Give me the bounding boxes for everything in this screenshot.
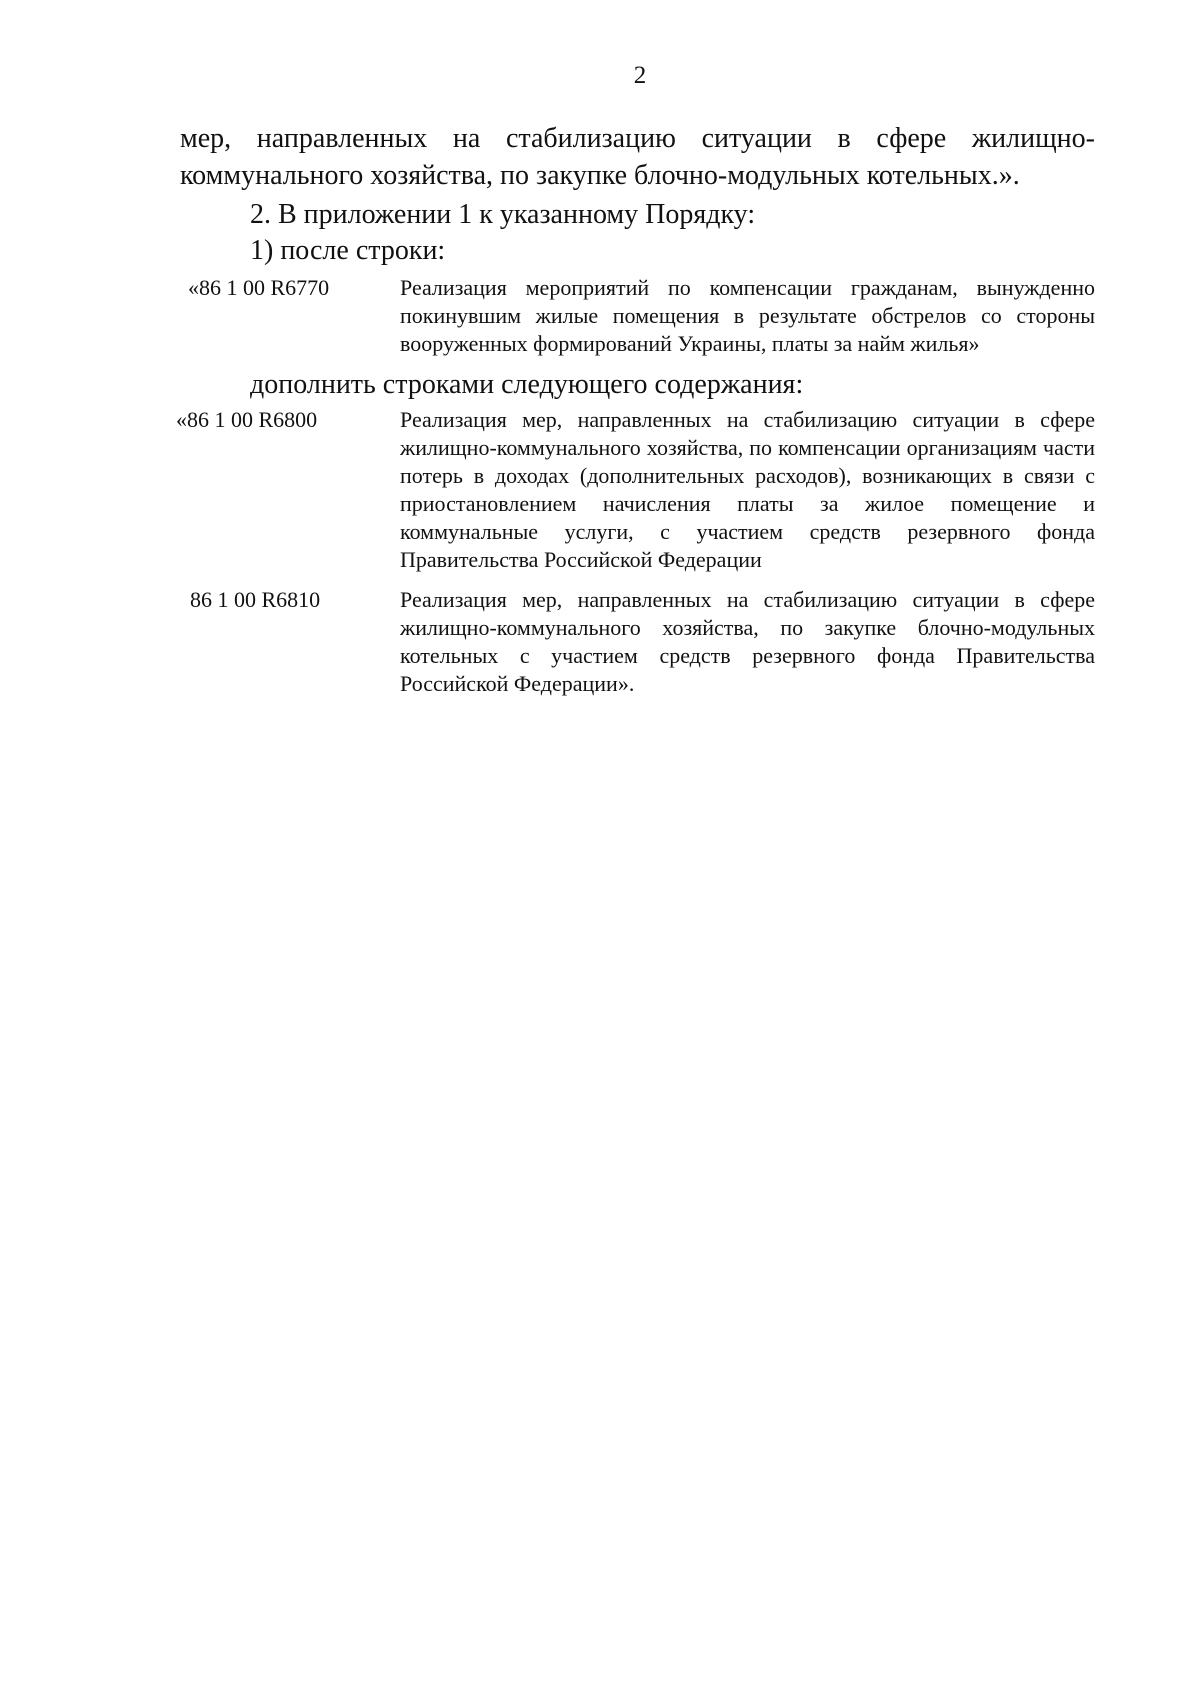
budget-code: «86 1 00 R6770 (188, 275, 330, 300)
budget-code: «86 1 00 R6800 (176, 407, 318, 432)
intro-line-1: мер, направленных на стабилизацию ситуации в сфере жилищно- (180, 123, 1095, 154)
intro-paragraph (180, 120, 1095, 194)
subitem-1-heading: 1) после строки: (250, 235, 446, 266)
item-2-heading: 2. В приложении 1 к указанному Порядку: (250, 199, 756, 230)
supplement-heading: дополнить строками следующего содержания: (250, 369, 804, 400)
budget-description: Реализация мер, направленных на стабилизацию ситуации в сфере жилищно-коммунального хозяйства, по закупке блочно-модульных котельных с участием средств резервного фонда Правительства Российской Федерации». (400, 587, 1095, 696)
budget-description: Реализация мер, направленных на стабилизацию ситуации в сфере жилищно-коммунального хозяйства, по компенсации организациям части потерь в доходах (дополнительных расходов), возникающих в связи с приостановлением начисления платы за жилое помещение и коммунальные услуги, с участием средств резервного фонда Правительства Российской Федерации (400, 407, 1095, 572)
intro-line-2: коммунального хозяйства, по закупке блочно-модульных котельных.». (180, 160, 1020, 191)
page-number: 2 (633, 62, 647, 89)
budget-code: 86 1 00 R6810 (190, 587, 321, 612)
budget-description: Реализация мероприятий по компенсации гражданам, вынужденно покинувшим жилые помещения в результате обстрелов со стороны вооруженных формирований Украины, платы за найм жилья» (400, 275, 1095, 356)
